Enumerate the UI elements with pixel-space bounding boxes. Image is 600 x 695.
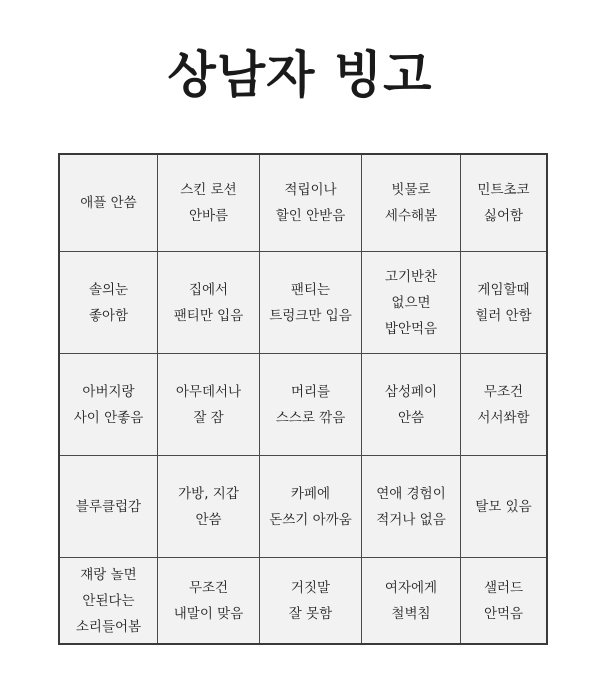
bingo-cell-r4-c5[interactable] [461,456,546,558]
bingo-cell-label: 샐러드 안먹음 [483,579,524,622]
bingo-cell-label: 연애 경험이 적거나 없음 [376,485,446,528]
bingo-cell-label: 적립이나 할인 안받음 [275,182,346,224]
bingo-cell-r5-c3[interactable] [260,558,362,643]
bingo-cell-label: 고기반찬 없으면 밥안먹음 [384,268,438,337]
bingo-cell-r5-c4[interactable] [362,558,461,643]
bingo-cell-label: 무조건 내말이 맞음 [173,579,244,622]
bingo-cell-r5-c2[interactable] [158,558,260,643]
bingo-cell-r3-c3[interactable] [260,354,362,456]
bingo-cell-label: 쟤랑 놀면 안된다는 소리들어봄 [75,566,142,635]
bingo-cell-label: 거짓말 잘 못함 [288,579,333,622]
bingo-cell-r4-c1[interactable] [60,456,158,558]
bingo-cell-label: 아버지랑 사이 안좋음 [73,383,144,426]
bingo-cell-label: 팬티는 트렁크만 입음 [269,281,352,324]
bingo-cell-r1-c3[interactable] [260,155,362,252]
bingo-cell-r3-c5[interactable] [461,354,546,456]
bingo-cell-r1-c5[interactable] [461,155,546,252]
bingo-cell-r2-c2[interactable] [158,252,260,354]
bingo-cell-label: 빗물로 세수해봄 [384,182,438,224]
bingo-cell-r4-c3[interactable] [260,456,362,558]
bingo-cell-r1-c4[interactable] [362,155,461,252]
bingo-cell-label: 카페에 돈쓰기 아까움 [269,485,352,528]
bingo-cell-label: 머리를 스스로 깎음 [275,383,346,426]
bingo-cell-label: 블루클럽감 [75,498,142,515]
bingo-cell-r2-c3[interactable] [260,252,362,354]
bingo-cell-r3-c4[interactable] [362,354,461,456]
bingo-cell-label: 삼성페이 안씀 [384,383,438,426]
bingo-cell-r1-c1[interactable] [60,155,158,252]
bingo-cell-r3-c1[interactable] [60,354,158,456]
bingo-board [58,153,548,645]
bingo-cell-r4-c4[interactable] [362,456,461,558]
bingo-cell-label: 가방, 지갑 안씀 [178,485,239,528]
bingo-cell-r3-c2[interactable] [158,354,260,456]
page-title: 상남자 빙고 [167,46,433,104]
bingo-cell-label: 스킨 로션 안바름 [180,182,237,224]
bingo-cell-r4-c2[interactable] [158,456,260,558]
bingo-cell-r2-c5[interactable] [461,252,546,354]
bingo-cell-label: 무조건 서서쏴함 [477,383,530,426]
bingo-cell-label: 탈모 있음 [475,498,532,515]
bingo-cell-label: 집에서 팬티만 입음 [173,281,244,324]
bingo-cell-label: 아무데서나 잘 잠 [175,383,242,426]
bingo-cell-label: 민트초코 싫어함 [477,182,530,224]
bingo-cell-label: 게임할때 힐러 안함 [475,281,532,324]
bingo-cell-r5-c5[interactable] [461,558,546,643]
bingo-cell-r2-c4[interactable] [362,252,461,354]
bingo-cell-r1-c2[interactable] [158,155,260,252]
bingo-cell-label: 애플 안씀 [80,195,137,211]
bingo-cell-r5-c1[interactable] [60,558,158,643]
bingo-cell-label: 여자에게 철벽침 [384,579,438,622]
bingo-cell-r2-c1[interactable] [60,252,158,354]
bingo-cell-label: 솔의눈 좋아함 [88,281,129,324]
